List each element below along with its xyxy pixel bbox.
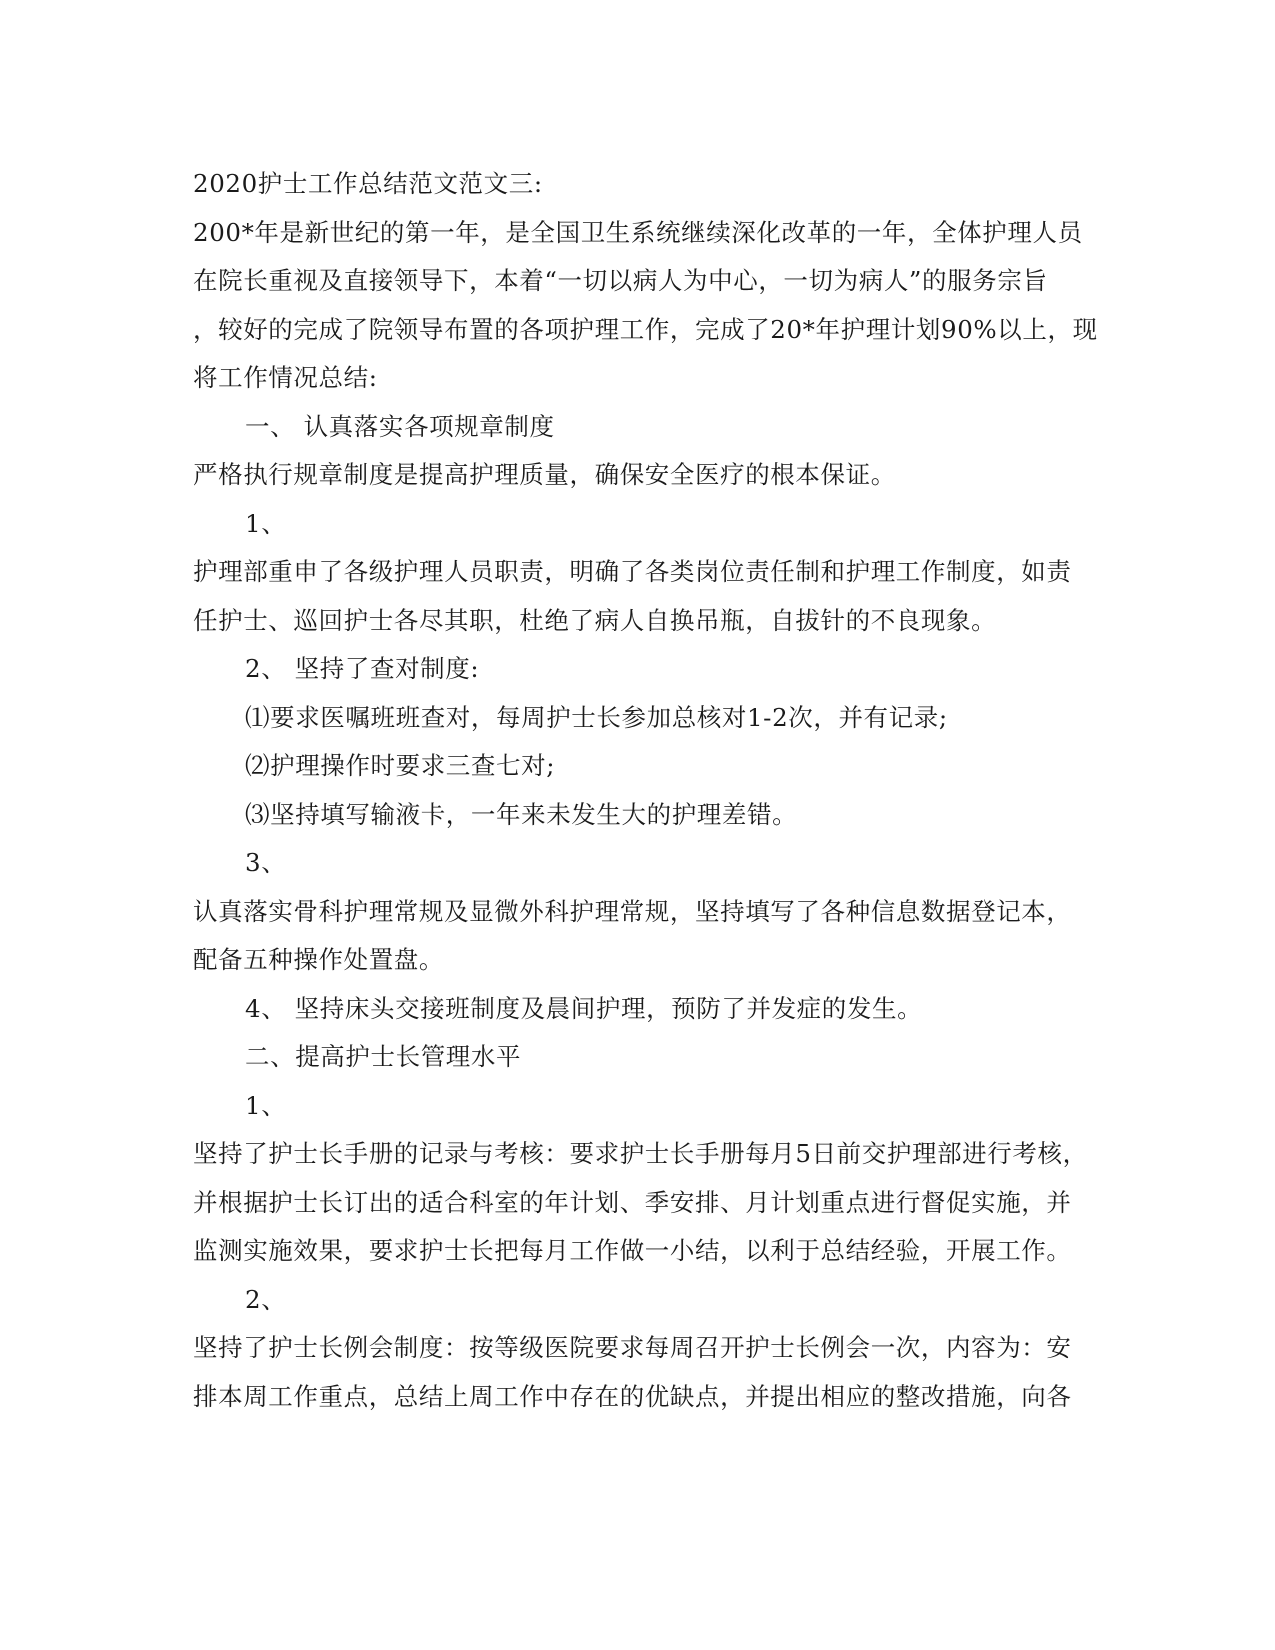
text-line: 二、提高护士长管理水平 xyxy=(245,1042,522,1071)
text-line: 1、 xyxy=(245,1090,287,1120)
text-line: ⑴要求医嘱班班查对，每周护士长参加总核对1-2次，并有记录; xyxy=(245,702,948,732)
text-line: ⑶坚持填写输液卡，一年来未发生大的护理差错。 xyxy=(245,799,798,829)
text-line: 2、 坚持了查对制度: xyxy=(245,654,480,683)
text-line: 将工作情况总结: xyxy=(193,363,378,392)
text-line: 认真落实骨科护理常规及显微外科护理常规，坚持填写了各种信息数据登记本， xyxy=(193,896,1072,926)
text-line: 一、 认真落实各项规章制度 xyxy=(245,411,555,441)
text-line: 严格执行规章制度是提高护理质量，确保安全医疗的根本保证。 xyxy=(193,460,896,489)
text-line: 2020护士工作总结范文范文三: xyxy=(193,169,543,198)
text-line: 坚持了护士长手册的记录与考核：要求护士长手册每月5日前交护理部进行考核， xyxy=(193,1139,1088,1168)
text-line: 坚持了护士长例会制度：按等级医院要求每周召开护士长例会一次，内容为：安 xyxy=(193,1333,1072,1362)
text-line: 并根据护士长订出的适合科室的年计划、季安排、月计划重点进行督促实施，并 xyxy=(193,1187,1072,1217)
text-line: 任护士、巡回护士各尽其职，杜绝了病人自换吊瓶，自拔针的不良现象。 xyxy=(193,605,997,635)
text-line: 2、 xyxy=(245,1284,287,1314)
text-line: 监测实施效果，要求护士长把每月工作做一小结，以利于总结经验，开展工作。 xyxy=(193,1236,1072,1265)
text-line: ，较好的完成了院领导布置的各项护理工作，完成了20*年护理计划90%以上，现 xyxy=(193,314,1098,344)
text-line: 排本周工作重点，总结上周工作中存在的优缺点，并提出相应的整改措施，向各 xyxy=(193,1381,1072,1411)
text-line: 3、 xyxy=(245,848,287,877)
document-body xyxy=(193,160,1098,1421)
text-line: 在院长重视及直接领导下，本着“一切以病人为中心，一切为病人”的服务宗旨 xyxy=(193,266,1048,295)
text-line: 1、 xyxy=(245,508,287,538)
text-line: 护理部重申了各级护理人员职责，明确了各类岗位责任制和护理工作制度，如责 xyxy=(193,557,1072,586)
text-line: 200*年是新世纪的第一年，是全国卫生系统继续深化改革的一年，全体护理人员 xyxy=(193,217,1083,247)
text-line: ⑵护理操作时要求三查七对; xyxy=(245,751,556,780)
text-line: 4、 坚持床头交接班制度及晨间护理，预防了并发症的发生。 xyxy=(245,993,923,1023)
text-line: 配备五种操作处置盘。 xyxy=(193,945,444,974)
